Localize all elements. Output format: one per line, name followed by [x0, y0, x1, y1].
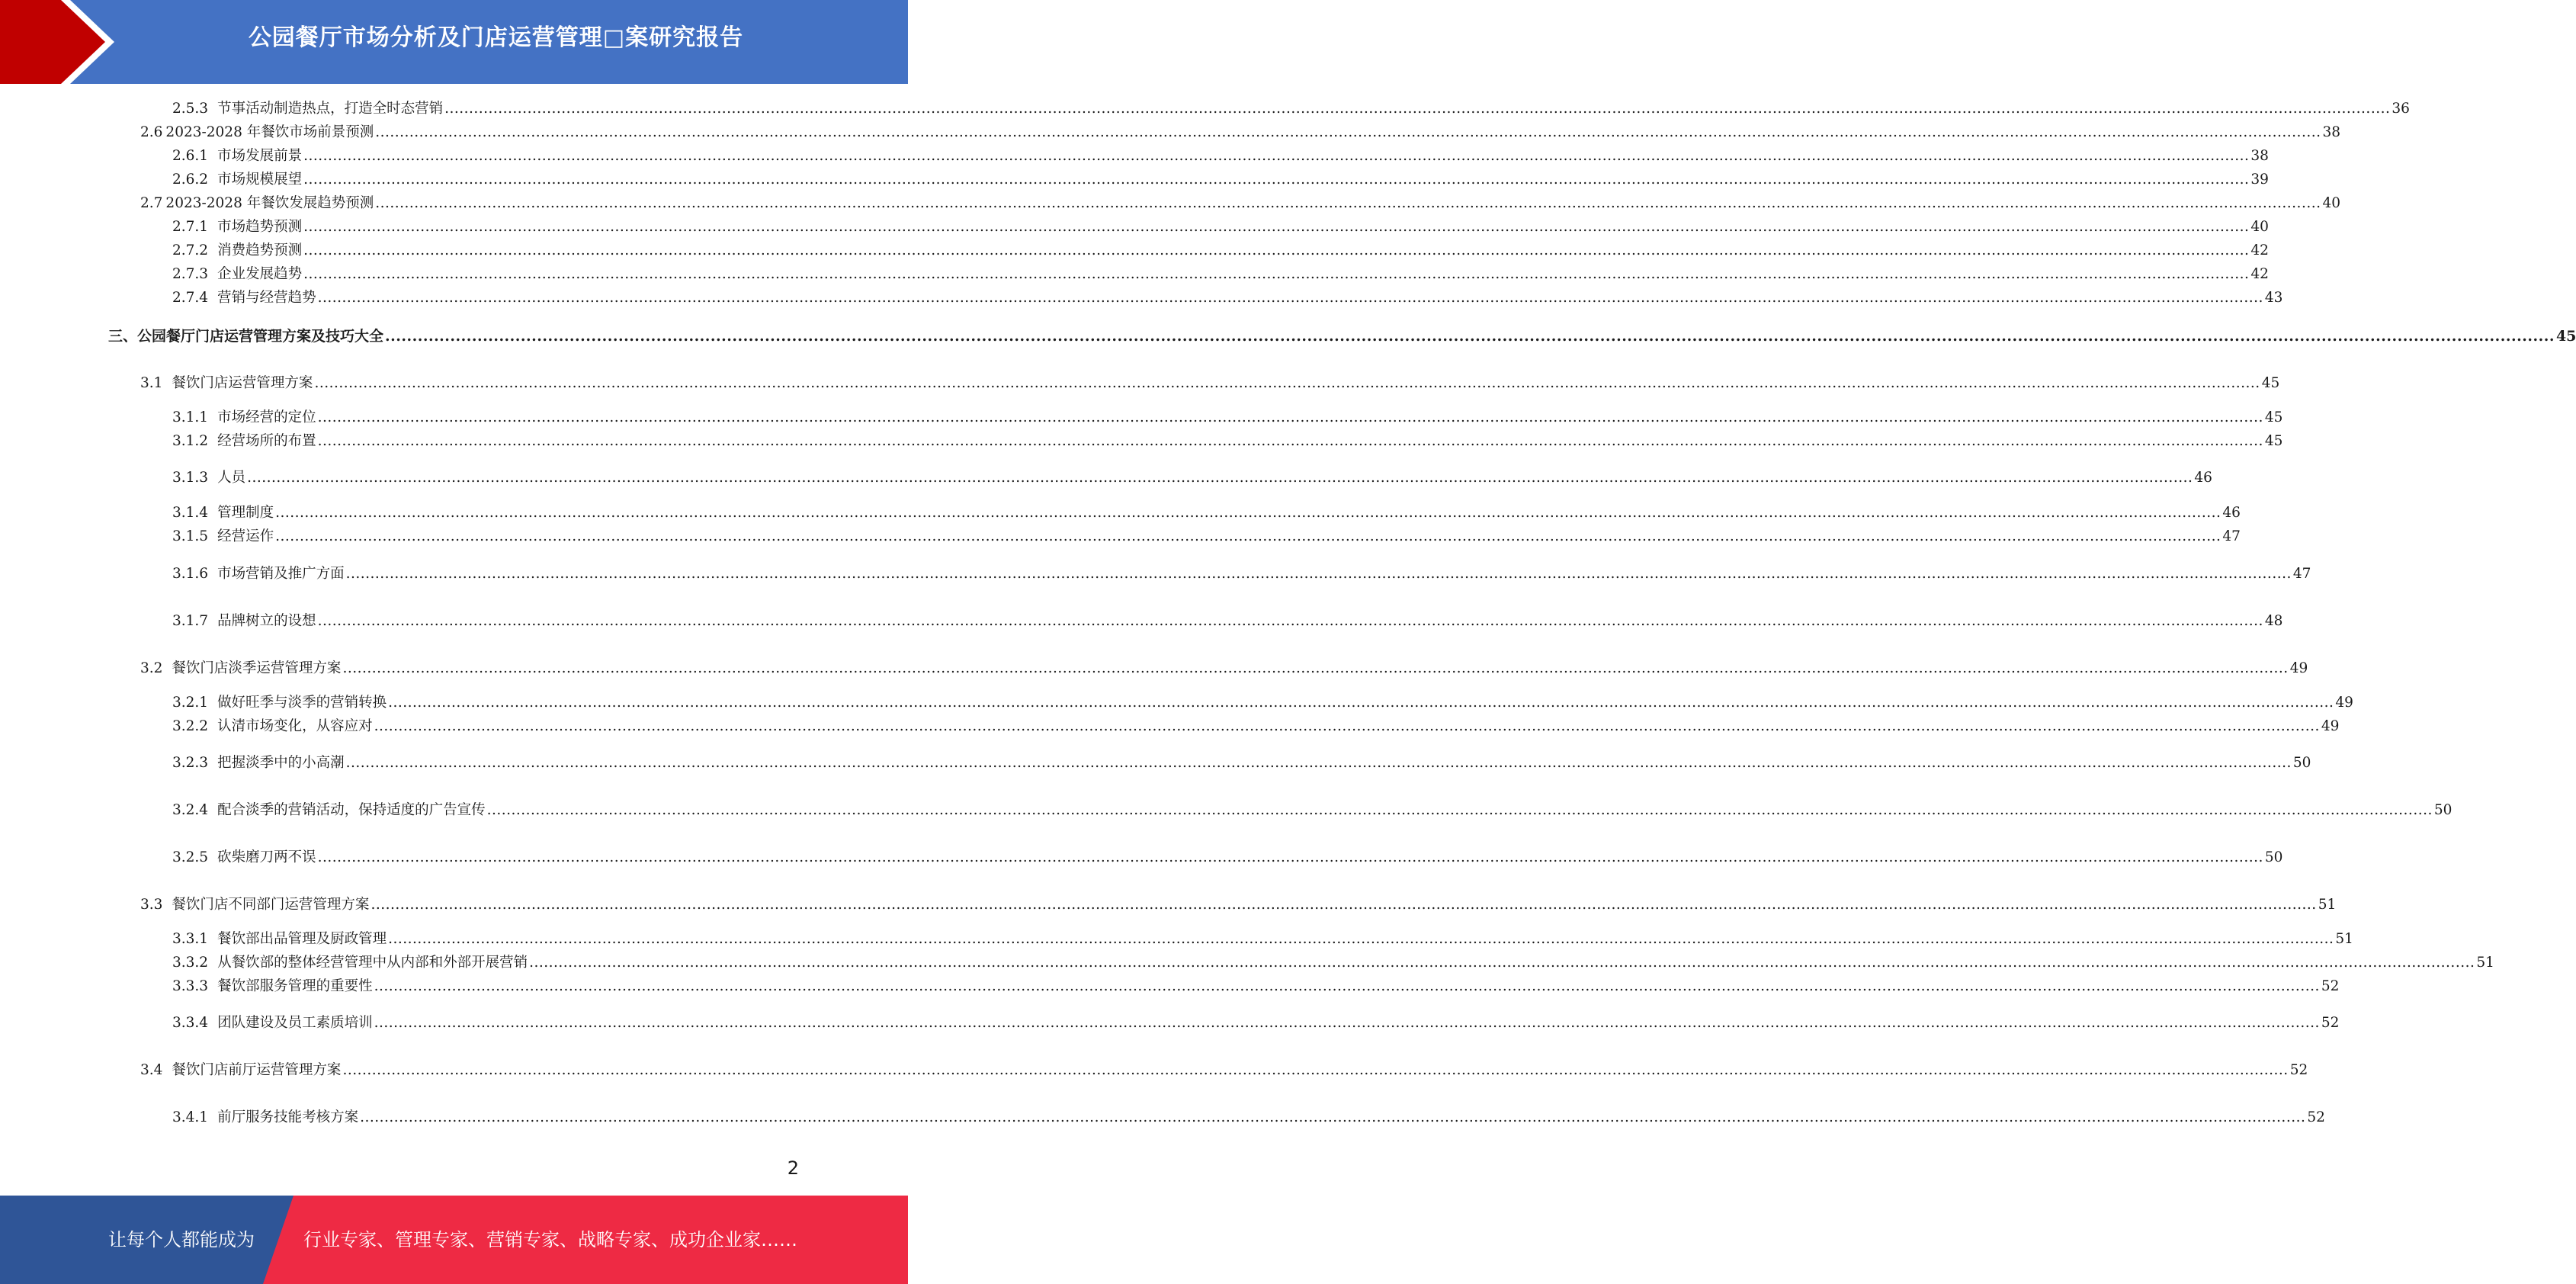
toc-entry-page: 45	[2261, 375, 2280, 391]
toc-entry[interactable]	[172, 99, 2410, 119]
toc-dot-leader: ................................................................................................................................................................................................................................................................................................................................................................................................................	[317, 613, 2263, 629]
toc-entry[interactable]	[172, 432, 2283, 451]
toc-entry-label: 餐饮门店不同部门运营管理方案	[172, 897, 370, 913]
toc-dot-leader: ................................................................................................................................................................................................................................................................................................................................................................................................................	[303, 242, 2250, 258]
toc-entry-page: 48	[2264, 613, 2283, 629]
toc-dot-leader: ................................................................................................................................................................................................................................................................................................................................................................................................................	[303, 172, 2250, 188]
toc-entry-title	[172, 527, 274, 547]
toc-entry-title	[172, 753, 345, 773]
toc-entry-number: 2.7.2	[172, 242, 209, 258]
toc-entry-label: 配合淡季的营销活动，保持适度的广告宣传	[217, 802, 486, 818]
toc-entry-title	[172, 953, 528, 973]
toc-entry-label: 企业发展趋势	[217, 266, 303, 282]
toc-entry-page: 50	[2292, 755, 2311, 771]
toc-entry-number: 2.5.3	[172, 101, 209, 117]
toc-entry-title	[140, 123, 374, 143]
toc-entry-page: 38	[2322, 124, 2341, 140]
toc-dot-leader: ................................................................................................................................................................................................................................................................................................................................................................................................................	[342, 1062, 2289, 1078]
toc-entry-page: 47	[2222, 528, 2241, 544]
toc-dot-leader: ................................................................................................................................................................................................................................................................................................................................................................................................................	[529, 955, 2475, 971]
toc-dot-leader: ................................................................................................................................................................................................................................................................................................................................................................................................................	[342, 660, 2289, 676]
toc-entry-number: 3.3.3	[172, 978, 209, 994]
toc-entry[interactable]	[172, 977, 2340, 997]
toc-entry-page: 36	[2392, 101, 2410, 117]
toc-entry-title	[172, 432, 316, 451]
toc-entry-label: 砍柴磨刀两不误	[217, 849, 316, 865]
toc-entry-number: 3.1.7	[172, 613, 209, 629]
toc-entry[interactable]	[108, 326, 2576, 346]
toc-entry-label: 2023-2028 年餐饮发展趋势预测	[165, 195, 374, 211]
toc-entry-page: 43	[2264, 290, 2283, 306]
toc-entry-label: 前厅服务技能考核方案	[217, 1109, 359, 1125]
toc-entry-number: 2.7	[140, 195, 163, 211]
toc-entry[interactable]	[140, 194, 2341, 213]
toc-entry-label: 经营场所的布置	[217, 433, 316, 449]
toc-entry[interactable]	[172, 693, 2353, 713]
toc-entry-page: 38	[2250, 148, 2269, 164]
toc-entry-title	[172, 1108, 358, 1128]
toc-entry-title	[172, 468, 245, 488]
toc-dot-leader: ................................................................................................................................................................................................................................................................................................................................................................................................................	[317, 849, 2263, 865]
toc-entry-page: 52	[2307, 1109, 2325, 1125]
toc-entry-label: 2023-2028 年餐饮市场前景预测	[165, 124, 374, 140]
toc-entry-page: 52	[2321, 978, 2340, 994]
toc-entry-label: 做好旺季与淡季的营销转换	[217, 695, 387, 711]
toc-entry-page: 45	[2264, 409, 2283, 425]
toc-entry[interactable]	[172, 265, 2269, 284]
toc-entry-title	[172, 929, 387, 949]
toc-entry-page: 39	[2250, 172, 2269, 188]
toc-entry[interactable]	[172, 241, 2269, 261]
toc-entry-page: 49	[2321, 718, 2340, 734]
toc-entry-number: 三、	[108, 328, 138, 345]
toc-entry-page: 40	[2250, 219, 2269, 235]
toc-entry[interactable]	[172, 612, 2283, 631]
toc-dot-leader: ................................................................................................................................................................................................................................................................................................................................................................................................................	[317, 409, 2263, 425]
toc-entry-number: 3.3.1	[172, 931, 209, 947]
toc-entry-title	[108, 326, 383, 346]
toc-entry-number: 3.2.5	[172, 849, 209, 865]
toc-entry-title	[140, 1061, 341, 1080]
toc-dot-leader: ................................................................................................................................................................................................................................................................................................................................................................................................................	[444, 101, 2391, 117]
toc-entry-title	[172, 977, 373, 997]
toc-entry-title	[172, 241, 302, 261]
toc-entry-number: 3.1.3	[172, 470, 209, 486]
toc-dot-leader: ................................................................................................................................................................................................................................................................................................................................................................................................................	[317, 290, 2263, 306]
toc-entry-page: 51	[2335, 931, 2353, 947]
toc-entry-title	[140, 374, 313, 393]
toc-entry-number: 3.1.6	[172, 566, 209, 582]
toc-dot-leader: ................................................................................................................................................................................................................................................................................................................................................................................................................	[374, 978, 2320, 994]
toc-entry-label: 消费趋势预测	[217, 242, 303, 258]
toc-entry-label: 节事活动制造热点，打造全时态营销	[217, 101, 444, 117]
toc-entry-title	[172, 612, 316, 631]
toc-entry[interactable]	[172, 468, 2212, 488]
toc-entry-number: 3.3.4	[172, 1015, 209, 1031]
toc-entry[interactable]	[172, 408, 2283, 428]
toc-dot-leader: ................................................................................................................................................................................................................................................................................................................................................................................................................	[275, 505, 2222, 521]
toc-entry[interactable]	[172, 848, 2283, 868]
toc-entry-page: 51	[2318, 897, 2337, 913]
toc-entry[interactable]	[172, 503, 2241, 523]
toc-entry-label: 公园餐厅门店运营管理方案及技巧大全	[137, 328, 384, 345]
toc-dot-leader: ................................................................................................................................................................................................................................................................................................................................................................................................................	[388, 931, 2334, 947]
toc-entry-number: 3.1.1	[172, 409, 209, 425]
toc-entry-number: 3.3	[140, 897, 163, 913]
toc-dot-leader: ................................................................................................................................................................................................................................................................................................................................................................................................................	[303, 266, 2250, 282]
toc-entry-label: 品牌树立的设想	[217, 613, 316, 629]
toc-entry-page: 47	[2292, 566, 2311, 582]
toc-entry[interactable]	[140, 123, 2341, 143]
toc-entry-title	[172, 217, 302, 237]
toc-entry-label: 经营运作	[217, 528, 274, 544]
toc-entry-title	[172, 408, 316, 428]
toc-entry-label: 市场规模展望	[217, 172, 303, 188]
toc-entry[interactable]	[172, 953, 2494, 973]
toc-entry-number: 3.3.2	[172, 955, 209, 971]
toc-entry-number: 3.1.5	[172, 528, 209, 544]
toc-dot-leader: ................................................................................................................................................................................................................................................................................................................................................................................................................	[388, 695, 2334, 711]
toc-entry-label: 餐饮门店淡季运营管理方案	[172, 660, 342, 676]
toc-dot-leader: ................................................................................................................................................................................................................................................................................................................................................................................................................	[345, 566, 2292, 582]
toc-dot-leader: ................................................................................................................................................................................................................................................................................................................................................................................................................	[314, 375, 2260, 391]
toc-dot-leader: ................................................................................................................................................................................................................................................................................................................................................................................................................	[375, 195, 2321, 211]
toc-entry-label: 市场经营的定位	[217, 409, 316, 425]
toc-entry-page: 42	[2250, 242, 2269, 258]
report-title: 公园餐厅市场分析及门店运营管理□案研究报告	[248, 24, 744, 51]
toc-dot-leader: ................................................................................................................................................................................................................................................................................................................................................................................................................	[360, 1109, 2306, 1125]
page-header	[0, 0, 908, 84]
toc-entry[interactable]	[172, 753, 2311, 773]
toc-entry-page: 45	[2555, 328, 2576, 345]
toc-dot-leader: ................................................................................................................................................................................................................................................................................................................................................................................................................	[275, 528, 2222, 544]
toc-entry-label: 市场营销及推广方面	[217, 566, 345, 582]
toc-entry[interactable]	[172, 929, 2353, 949]
toc-entry-label: 餐饮门店运营管理方案	[172, 375, 313, 391]
toc-entry-title	[172, 288, 316, 308]
toc-entry-title	[172, 265, 302, 284]
toc-entry-number: 2.7.1	[172, 219, 209, 235]
toc-entry-page: 52	[2321, 1015, 2340, 1031]
toc-entry-page: 42	[2250, 266, 2269, 282]
toc-entry-title	[140, 895, 369, 915]
toc-entry-number: 3.1.2	[172, 433, 209, 449]
toc-entry-label: 餐饮部服务管理的重要性	[217, 978, 373, 994]
toc-entry-title	[172, 564, 345, 584]
page-footer	[0, 1196, 908, 1284]
toc-entry[interactable]	[172, 170, 2269, 190]
toc-entry-page: 40	[2322, 195, 2341, 211]
toc-entry-page: 45	[2264, 433, 2283, 449]
toc-dot-leader: ................................................................................................................................................................................................................................................................................................................................................................................................................	[486, 802, 2433, 818]
toc-entry-title	[172, 848, 316, 868]
toc-entry-title	[140, 659, 341, 679]
footer-tagline: 行业专家、管理专家、营销专家、战略专家、成功企业家……	[303, 1229, 797, 1250]
toc-entry[interactable]	[172, 1108, 2325, 1128]
toc-entry-number: 2.6.1	[172, 148, 209, 164]
toc-entry-number: 2.7.4	[172, 290, 209, 306]
toc-entry-label: 餐饮门店前厅运营管理方案	[172, 1062, 342, 1078]
toc-entry-number: 2.6.2	[172, 172, 209, 188]
toc-entry-number: 3.2.1	[172, 695, 209, 711]
toc-dot-leader: ................................................................................................................................................................................................................................................................................................................................................................................................................	[345, 755, 2292, 771]
toc-dot-leader: ................................................................................................................................................................................................................................................................................................................................................................................................................	[371, 897, 2317, 913]
toc-entry-page: 46	[2222, 505, 2241, 521]
toc-entry-page: 50	[2433, 802, 2452, 818]
toc-entry-title	[140, 194, 374, 213]
toc-entry-label: 营销与经营趋势	[217, 290, 316, 306]
toc-entry[interactable]	[140, 659, 2308, 679]
toc-entry-page: 52	[2289, 1062, 2308, 1078]
toc-entry-label: 市场发展前景	[217, 148, 303, 164]
toc-entry-page: 50	[2264, 849, 2283, 865]
toc-entry-title	[172, 717, 373, 737]
toc-entry[interactable]	[140, 374, 2280, 393]
toc-entry-title	[172, 693, 387, 713]
toc-dot-leader: ................................................................................................................................................................................................................................................................................................................................................................................................................	[317, 433, 2263, 449]
toc-entry-page: 49	[2289, 660, 2308, 676]
toc-dot-leader: ................................................................................................................................................................................................................................................................................................................................................................................................................	[374, 1015, 2320, 1031]
toc-entry-page: 51	[2476, 955, 2494, 971]
toc-dot-leader: ................................................................................................................................................................................................................................................................................................................................................................................................................	[385, 328, 2555, 345]
toc-entry-label: 从餐饮部的整体经营管理中从内部和外部开展营销	[217, 955, 528, 971]
toc-entry-number: 3.1	[140, 375, 163, 391]
toc-entry[interactable]	[172, 717, 2340, 737]
footer-slogan: 让每个人都能成为	[108, 1229, 255, 1250]
toc-entry-label: 管理制度	[217, 505, 274, 521]
toc-entry-label: 餐饮部出品管理及厨政管理	[217, 931, 387, 947]
toc-entry[interactable]	[140, 895, 2337, 915]
page-number: 2	[787, 1157, 799, 1179]
toc-entry[interactable]	[172, 564, 2311, 584]
toc-entry-label: 认清市场变化，从容应对	[217, 718, 373, 734]
toc-entry-label: 把握淡季中的小高潮	[217, 755, 345, 771]
toc-entry[interactable]	[172, 527, 2241, 547]
toc-entry-title	[172, 503, 274, 523]
toc-dot-leader: ................................................................................................................................................................................................................................................................................................................................................................................................................	[303, 219, 2250, 235]
toc-entry-title	[172, 801, 486, 820]
toc-entry-title	[172, 170, 302, 190]
toc-entry-label: 团队建设及员工素质培训	[217, 1015, 373, 1031]
toc-entry[interactable]	[172, 1013, 2340, 1033]
toc-entry-title	[172, 146, 302, 166]
toc-entry[interactable]	[172, 146, 2269, 166]
toc-entry-number: 3.4	[140, 1062, 163, 1078]
toc-entry[interactable]	[172, 801, 2452, 820]
toc-entry-number: 3.2.2	[172, 718, 209, 734]
toc-entry[interactable]	[140, 1061, 2308, 1080]
toc-entry[interactable]	[172, 217, 2269, 237]
toc-entry-number: 2.6	[140, 124, 163, 140]
header-chevron-icon	[0, 0, 122, 84]
toc-entry-title	[172, 99, 443, 119]
toc-entry-title	[172, 1013, 373, 1033]
toc-entry-number: 3.1.4	[172, 505, 209, 521]
toc-dot-leader: ................................................................................................................................................................................................................................................................................................................................................................................................................	[375, 124, 2321, 140]
toc-entry-number: 3.2.4	[172, 802, 209, 818]
toc-dot-leader: ................................................................................................................................................................................................................................................................................................................................................................................................................	[247, 470, 2193, 486]
toc-dot-leader: ................................................................................................................................................................................................................................................................................................................................................................................................................	[303, 148, 2250, 164]
toc-entry-label: 人员	[217, 470, 246, 486]
toc-entry-number: 3.4.1	[172, 1109, 209, 1125]
toc-entry-page: 49	[2335, 695, 2353, 711]
toc-entry[interactable]	[172, 288, 2283, 308]
toc-entry-label: 市场趋势预测	[217, 219, 303, 235]
toc-entry-number: 3.2.3	[172, 755, 209, 771]
toc-entry-page: 46	[2194, 470, 2212, 486]
toc-entry-number: 3.2	[140, 660, 163, 676]
toc-entry-number: 2.7.3	[172, 266, 209, 282]
toc-dot-leader: ................................................................................................................................................................................................................................................................................................................................................................................................................	[374, 718, 2320, 734]
